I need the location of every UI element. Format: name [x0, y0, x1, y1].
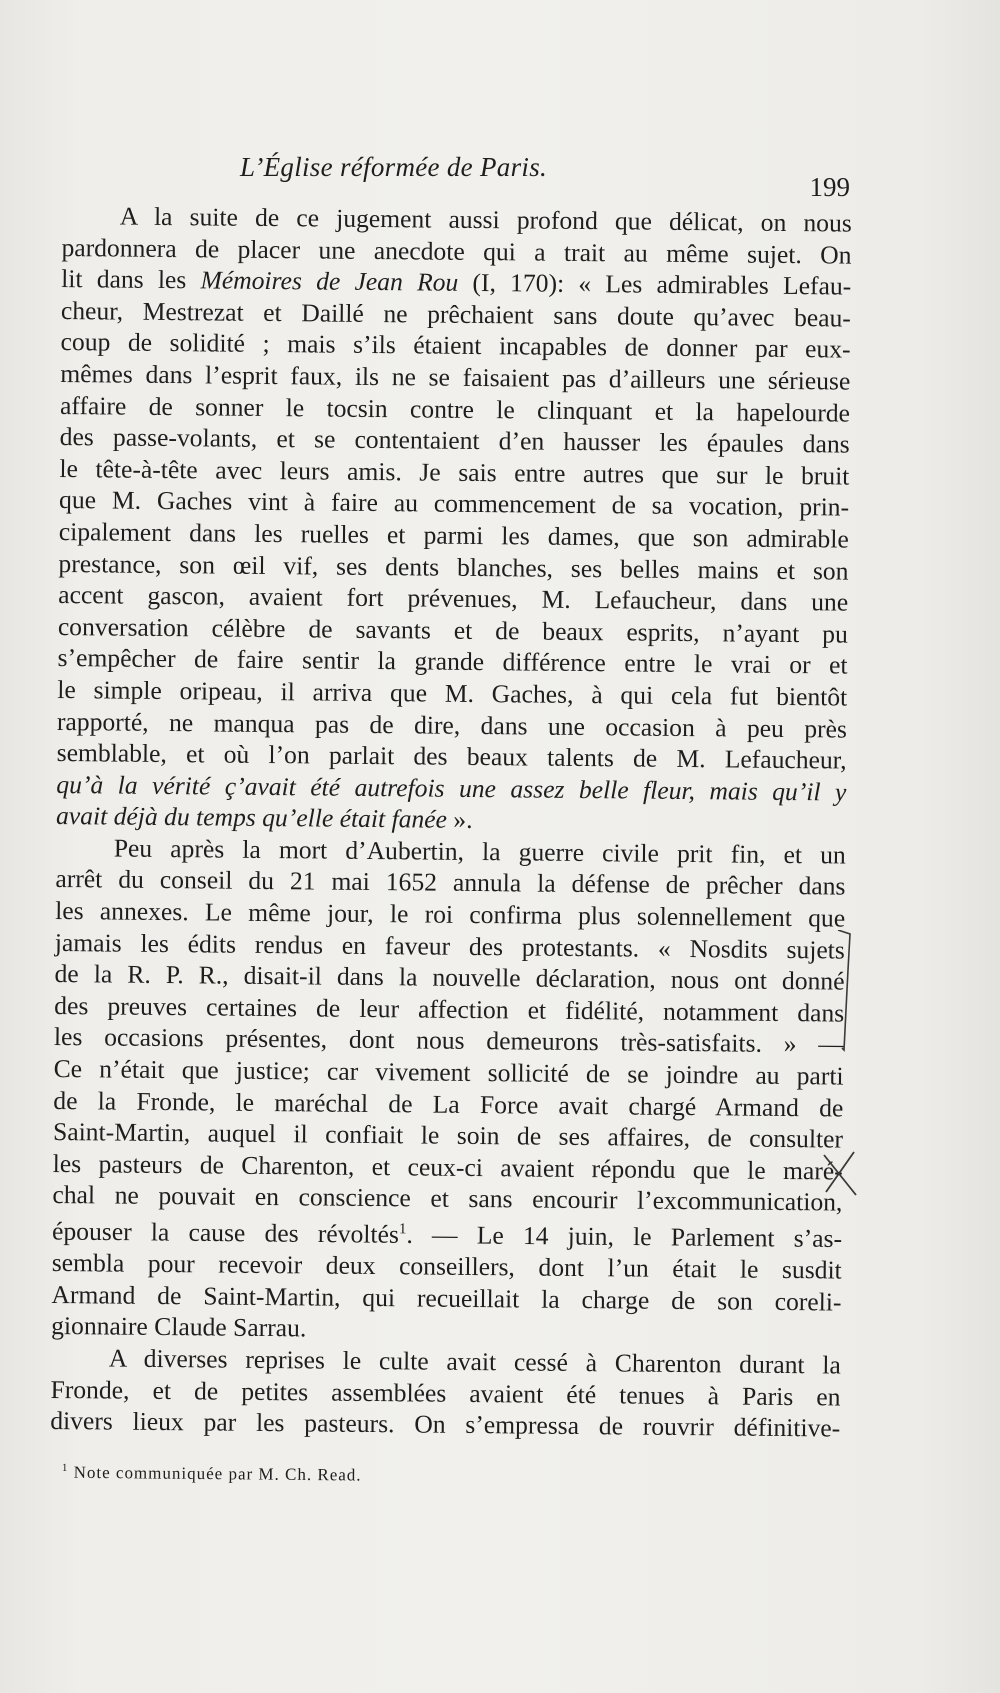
text-line: A la suite de ce jugement aussi profond que délicat, on nous	[119, 201, 852, 238]
text-line: de la R. P. R., disait-il dans la nouvelle déclaration, nous ont donné	[54, 959, 845, 996]
margin-x-icon	[824, 1152, 856, 1195]
text-line: les occasions présentes, dont nous demeurons très-satisfaits. » —	[53, 1022, 845, 1059]
text-line: qu’à la vérité ç’avait été autrefois une assez belle fleur, mais qu’il y	[56, 769, 847, 807]
text-fragment: épouser la cause des révoltés	[51, 1216, 400, 1249]
book-title: Mémoires de Jean Rou	[200, 265, 459, 297]
text-fragment: (I, 170): « Les admirables Lefau-	[458, 267, 852, 301]
text-line: des preuves certaines de leur affection et fidélité, notamment dans	[54, 990, 845, 1028]
text-line: accent gascon, avaient fort prévenues, M. Lefaucheur, dans une	[58, 580, 849, 617]
body-text	[50, 200, 852, 1444]
text-line: rapporté, ne manqua pas de dire, dans une occasion à peu près	[56, 706, 848, 744]
text-line: le simple oripeau, il arriva que M. Gaches, à qui cela fut bientôt	[57, 674, 848, 712]
footnote-ref[interactable]: 1	[398, 1221, 407, 1238]
text-line: des passe-volants, et se contentaient d’en hausser les épaules dans	[59, 422, 850, 459]
text-line: semblable, et où l’on parlait des beaux talents de M. Lefaucheur,	[56, 738, 847, 775]
text-line: Saint-Martin, auquel il confiait le soin de ses affaires, de consulter	[52, 1117, 844, 1154]
text-line: gionnaire Claude Sarrau.	[51, 1311, 307, 1343]
margin-annotation	[818, 930, 878, 1210]
running-title: L’Église réformée de Paris.	[240, 152, 548, 182]
text-line: cheur, Mestrezat et Daillé ne prêchaient sans doute qu’avec beau-	[60, 295, 852, 333]
text-fragment: lit dans les	[61, 264, 201, 295]
text-fragment: . — Le 14 juin, le Parlement s’as-	[406, 1219, 843, 1254]
margin-bracket-icon	[838, 930, 850, 1050]
text-line: Peu après la mort d’Aubertin, la guerre civile prit fin, et un	[113, 833, 846, 870]
text-fragment: ».	[446, 805, 473, 835]
text-line: affaire de sonner le tocsin contre le clinquant et la hapelourde	[59, 390, 851, 428]
text-line: arrêt du conseil du 21 mai 1652 annula la défense de prêcher dans	[55, 864, 846, 902]
text-line: de la Fronde, le maréchal de La Force avait chargé Armand de	[53, 1085, 844, 1123]
text-line: sembla pour recevoir deux conseillers, dont l’un était le susdit	[51, 1248, 842, 1285]
text-line: cipalement dans les ruelles et parmi les dames, que son admirable	[58, 516, 849, 554]
text-line: prestance, son œil vif, ses dents blanches, ses belles mains et son	[58, 548, 849, 586]
footnote-text: Note communiquée par M. Ch. Read.	[73, 1462, 362, 1485]
page-number: 199	[809, 172, 850, 202]
text-line: conversation célèbre de savants et de beaux esprits, n’ayant pu	[57, 611, 849, 649]
footnote	[62, 1462, 362, 1486]
text-line: les annexes. Le même jour, le roi confirma plus solennellement que	[55, 896, 846, 933]
text-line: que M. Gaches vint à faire au commencement de sa vocation, prin-	[58, 485, 850, 522]
italic-quote: avait déjà du temps qu’elle était fanée	[55, 801, 448, 835]
text-line: le tête-à-tête avec leurs amis. Je sais entre autres que sur le bruit	[59, 453, 850, 491]
text-line: pardonnera de placer une anecdote qui a trait au même sujet. On	[61, 232, 852, 270]
text-line: les pasteurs de Charenton, et ceux-ci avaient répondu que le maré-	[52, 1148, 843, 1186]
text-line: A diverses reprises le culte avait cessé à Charenton durant la	[108, 1343, 841, 1380]
text-line: jamais les édits rendus en faveur des protestants. « Nosdits sujets	[54, 927, 845, 965]
text-line: Ce n’était que justice; car vivement sollicité de se joindre au parti	[53, 1053, 844, 1091]
text-line: Fronde, et de petites assemblées avaient été tenues à Paris en	[50, 1374, 841, 1412]
footnote-marker: 1	[61, 1462, 69, 1475]
text-line: mêmes dans l’esprit faux, ils ne se faisaient pas d’ailleurs une sérieuse	[60, 358, 851, 396]
running-head	[60, 152, 850, 202]
text-line: coup de solidité ; mais s’ils étaient incapables de donner par eux-	[60, 327, 851, 364]
text-line: Armand de Saint-Martin, qui recueillait la charge de son coreli-	[51, 1279, 842, 1317]
text-line: chal ne pouvait en conscience et sans encourir l’excommunication,	[52, 1180, 843, 1217]
text-line: s’empêcher de faire sentir la grande différence entre le vrai or et	[57, 643, 848, 680]
text-line: divers lieux par les pasteurs. On s’empressa de rouvrir définitive-	[50, 1406, 841, 1443]
